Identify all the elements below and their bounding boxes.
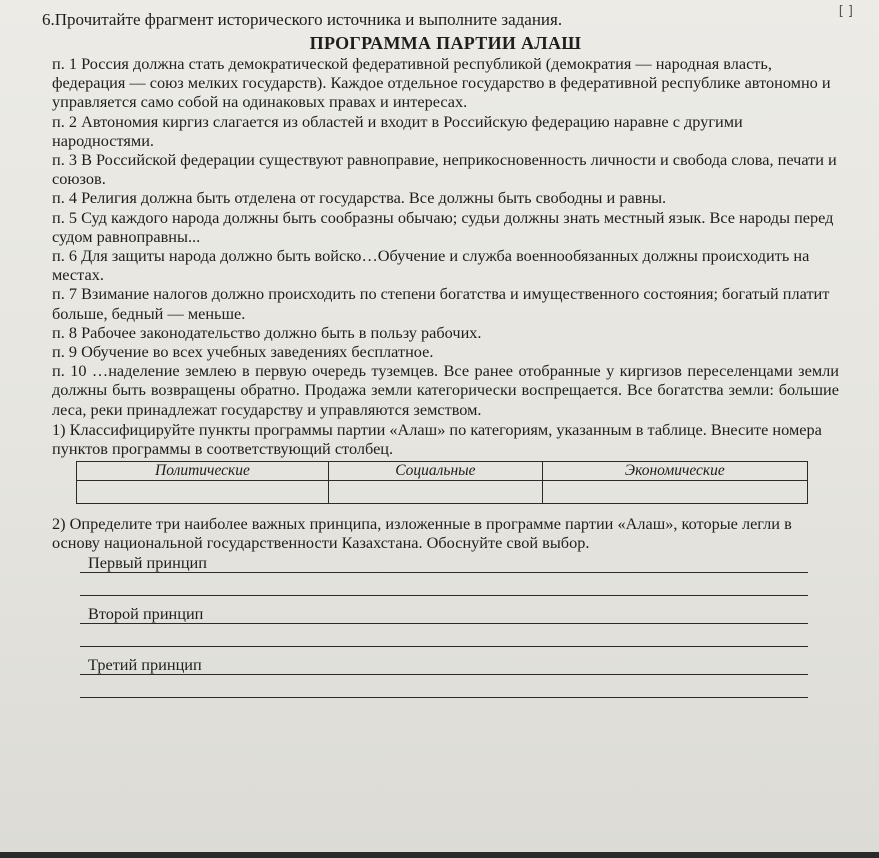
- answer-blank-line[interactable]: [80, 573, 808, 596]
- column-header-economic: Экономические: [542, 461, 807, 480]
- point-5: п. 5 Суд каждого народа должны быть сообразны обычаю; судьи должны знать местный язык. Все народы перед судом равноправны...: [52, 207, 834, 246]
- point-9: п. 9 Обучение во всех учебных заведениях бесплатное.: [52, 342, 434, 362]
- program-points: [52, 54, 839, 419]
- task-2-text: 2) Определите три наиболее важных принципа, изложенные в программе партии «Алаш», которые легли в основу национальной государственности Казахстана. Обоснуйте свой выбор.: [52, 513, 792, 553]
- point-2: п. 2 Автономия киргиз слагается из областей и входит в Российскую федерацию наравне с другими народностями.: [52, 111, 743, 150]
- point-7: п. 7 Взимание налогов должно происходить по степени богатства и имущественного состояния; богатый платит больше, бедный — меньше.: [52, 284, 830, 323]
- column-header-political: Политические: [77, 461, 329, 480]
- answer-cell-political[interactable]: [77, 480, 329, 503]
- screen-bottom-edge: [0, 852, 879, 858]
- answer-cell-social[interactable]: [328, 480, 542, 503]
- third-principle-line[interactable]: Третий принцип: [80, 655, 808, 675]
- first-principle-line[interactable]: Первый принцип: [80, 553, 808, 573]
- point-10: п. 10 …наделение землею в первую очередь туземцев. Все ранее отобранные у киргизов переселенцами земли должны быть возвращены обратно. Продажа земли категорически воспрещается. Все богатства земли: большие леса, реки принадлежат государству и управляются земством.: [52, 361, 839, 419]
- column-header-social: Социальные: [328, 461, 542, 480]
- answer-blank-line[interactable]: [80, 624, 808, 647]
- point-6: п. 6 Для защиты народа должно быть войско…Обучение и служба военнообязанных должны происходить на местах.: [52, 246, 810, 285]
- point-8: п. 8 Рабочее законодательство должно быть в пользу рабочих.: [52, 322, 482, 342]
- second-principle-line[interactable]: Второй принцип: [80, 604, 808, 624]
- answer-blank-line[interactable]: [80, 675, 808, 698]
- corner-mark: [ ]: [838, 4, 853, 19]
- task-header: 6.Прочитайте фрагмент исторического источника и выполните задания.: [42, 10, 563, 29]
- category-table: [76, 461, 808, 504]
- answer-lines: [80, 553, 808, 698]
- point-3: п. 3 В Российской федерации существуют равноправие, неприкосновенность личности и свобода слова, печати и союзов.: [52, 150, 837, 189]
- point-1: п. 1 Россия должна стать демократической федеративной республикой (демократия — народная власть, федерация — союз мелких государств). Каждое отдельное государство в федеративной республике автономно и управляется само собой на одинаковых правах и интересах.: [52, 54, 831, 112]
- point-4: п. 4 Религия должна быть отделена от государства. Все должны быть свободны и равны.: [52, 188, 667, 208]
- document-title: ПРОГРАММА ПАРТИИ АЛАШ: [309, 33, 582, 53]
- task-1-text: 1) Классифицируйте пункты программы партии «Алаш» по категориям, указанным в таблице. Внесите номера пунктов программы в соответствующий столбец.: [52, 419, 822, 459]
- answer-cell-economic[interactable]: [542, 480, 807, 503]
